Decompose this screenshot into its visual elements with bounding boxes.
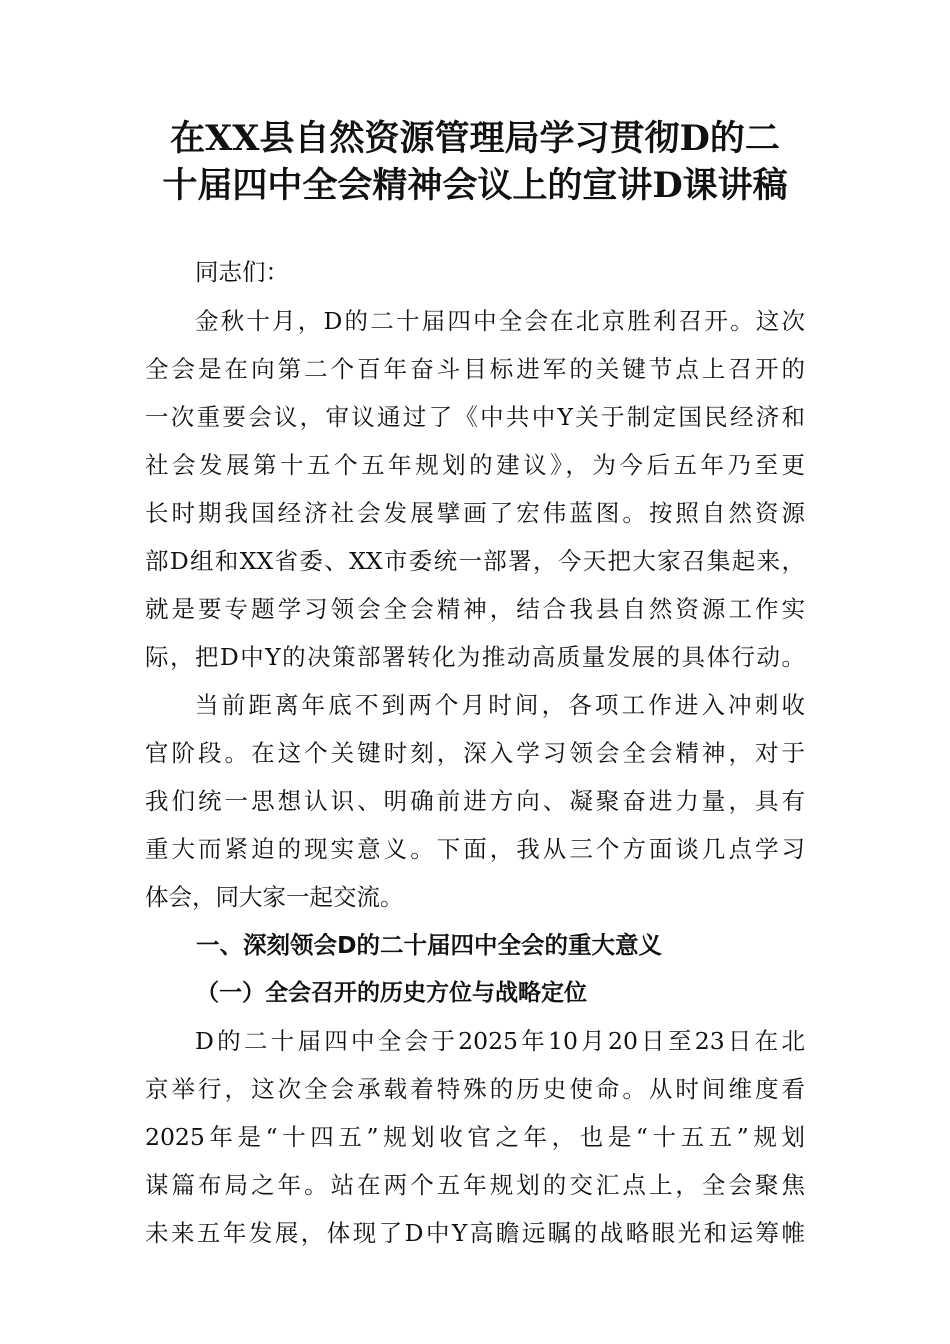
salutation: 同志们： (195, 258, 289, 286)
paragraph-3-line: D的二十届四中全会于2025年10月20日至23日在北 (195, 1027, 805, 1055)
paragraph-1-line: 一次重要会议，审议通过了《中共中Y关于制定国民经济和 (145, 403, 805, 431)
subsection-heading-1: （一）全会召开的历史方位与战略定位 (196, 979, 587, 1006)
paragraph-3-line: 谋篇布局之年。站在两个五年规划的交汇点上，全会聚焦 (145, 1171, 805, 1199)
paragraph-2-line: 体会，同大家一起交流。 (145, 883, 404, 911)
section-heading-1: 一、深刻领会D的二十届四中全会的重大意义 (196, 931, 663, 959)
paragraph-1-line: 就是要专题学习领会全会精神，结合我县自然资源工作实 (145, 595, 805, 623)
paragraph-1-line: 部D组和XX省委、XX市委统一部署，今天把大家召集起来， (145, 547, 805, 575)
paragraph-1-line: 金秋十月，D的二十届四中全会在北京胜利召开。这次 (195, 307, 805, 335)
paragraph-1-line: 全会是在向第二个百年奋斗目标进军的关键节点上召开的 (145, 355, 805, 383)
paragraph-2-line: 官阶段。在这个关键时刻，深入学习领会全会精神，对于 (145, 739, 805, 767)
paragraph-1-line: 长时期我国经济社会发展擘画了宏伟蓝图。按照自然资源 (145, 499, 805, 527)
document-title-line-2: 十届四中全会精神会议上的宣讲D课讲稿 (162, 165, 788, 206)
paragraph-2-line: 我们统一思想认识、明确前进方向、凝聚奋进力量，具有 (145, 787, 805, 815)
paragraph-2-line: 重大而紧迫的现实意义。下面，我从三个方面谈几点学习 (145, 835, 805, 863)
paragraph-1-line: 际，把D中Y的决策部署转化为推动高质量发展的具体行动。 (145, 643, 805, 671)
paragraph-3-line: 2025年是“十四五”规划收官之年，也是“十五五”规划 (145, 1123, 805, 1151)
paragraph-1-line: 社会发展第十五个五年规划的建议》，为今后五年乃至更 (145, 451, 805, 479)
paragraph-2-line: 当前距离年底不到两个月时间，各项工作进入冲刺收 (195, 691, 805, 719)
paragraph-3-line: 京举行，这次全会承载着特殊的历史使命。从时间维度看 (145, 1075, 805, 1103)
paragraph-3-line: 未来五年发展，体现了D中Y高瞻远瞩的战略眼光和运筹帷 (145, 1219, 805, 1247)
document-title-line-1: 在XX县自然资源管理局学习贯彻D的二 (170, 118, 780, 159)
